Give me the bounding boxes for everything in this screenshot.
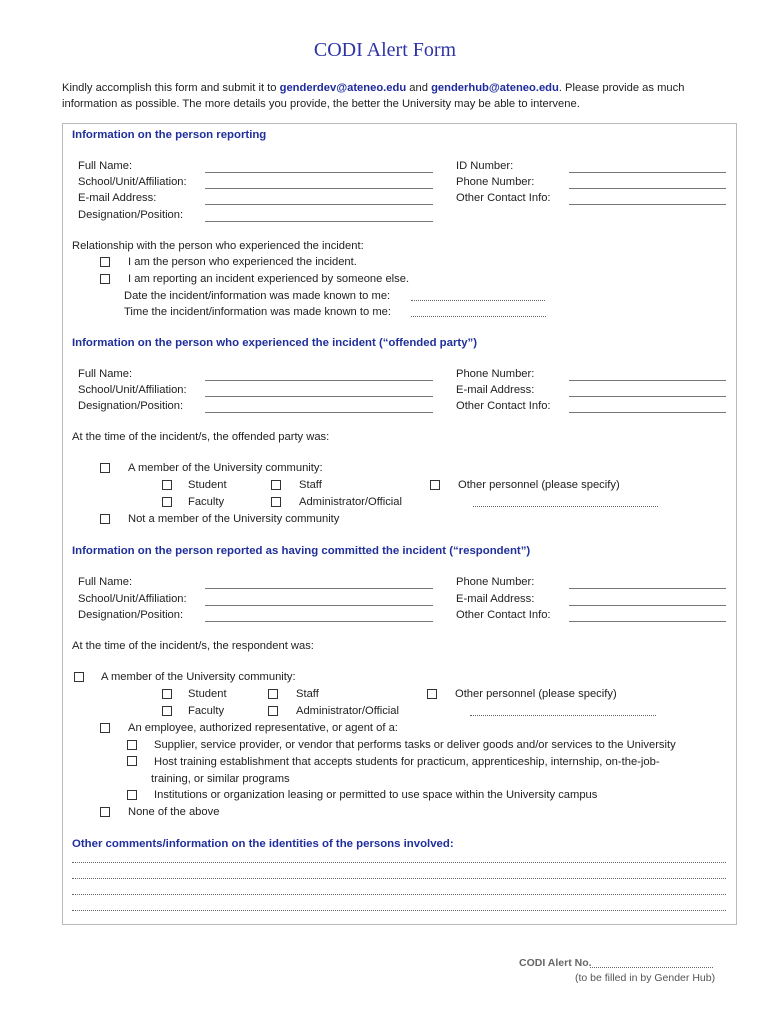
offended-designation-field[interactable] [205,412,433,413]
time-known-field[interactable] [411,316,546,317]
checkbox-self[interactable] [100,257,110,267]
checkbox-other[interactable] [100,274,110,284]
relationship-label: Relationship with the person who experienced the incident: [72,240,364,252]
opt-self-label: I am the person who experienced the incident. [128,256,357,268]
respondent-email-field[interactable] [569,605,726,606]
intro-and: and [406,82,432,94]
respondent-institutions-label: Institutions or organization leasing or permitted to use space within the University campus [154,789,598,801]
comments-line-4[interactable] [72,910,726,911]
respondent-none-label: None of the above [128,806,220,818]
offended-designation-label: Designation/Position: [78,400,184,412]
offended-status-label: At the time of the incident/s, the offended party was: [72,431,330,443]
offended-school-label: School/Unit/Affiliation: [78,384,187,396]
reporter-heading: Information on the person reporting [72,129,267,141]
respondent-school-field[interactable] [205,605,433,606]
checkbox-respondent-supplier[interactable] [127,740,137,750]
offended-phone-label: Phone Number: [456,368,535,380]
reporter-school-field[interactable] [205,188,433,189]
checkbox-respondent-staff[interactable] [268,689,278,699]
reporter-designation-field[interactable] [205,221,433,222]
checkbox-respondent-faculty[interactable] [162,706,172,716]
form-title: CODI Alert Form [313,39,457,61]
reporter-email-label: E-mail Address: [78,192,157,204]
offended-staff-label: Staff [299,479,322,491]
comments-heading: Other comments/information on the identities of the persons involved: [72,838,454,850]
reporter-full-name-label: Full Name: [78,160,133,172]
intro-text-a: Kindly accomplish this form and submit it to [62,82,280,94]
reporter-other-contact-field[interactable] [569,204,726,205]
date-known-field[interactable] [411,300,545,301]
offended-other-personnel-field[interactable] [473,506,658,507]
checkbox-respondent-student[interactable] [162,689,172,699]
checkbox-respondent-employee[interactable] [100,723,110,733]
respondent-heading: Information on the person reported as having committed the incident (“respondent”) [72,545,531,557]
respondent-other-personnel-label: Other personnel (please specify) [455,688,617,700]
respondent-host-label-2: training, or similar programs [151,773,290,785]
respondent-other-contact-label: Other Contact Info: [456,609,551,621]
checkbox-respondent-none[interactable] [100,807,110,817]
time-known-label: Time the incident/information was made known to me: [124,306,391,318]
offended-faculty-label: Faculty [188,496,225,508]
alert-no-field [590,967,713,968]
checkbox-offended-other-personnel[interactable] [430,480,440,490]
intro-text-b: . Please provide as much [558,82,685,94]
reporter-phone-label: Phone Number: [456,176,535,188]
checkbox-offended-staff[interactable] [271,480,281,490]
offended-phone-field[interactable] [569,380,726,381]
respondent-email-label: E-mail Address: [456,593,535,605]
respondent-designation-field[interactable] [205,621,433,622]
codi-alert-no [519,957,592,969]
offended-other-contact-label: Other Contact Info: [456,400,551,412]
respondent-host-label-1: Host training establishment that accepts students for practicum, apprenticeship, internship, on-the-job- [154,756,660,768]
offended-heading: Information on the person who experienced the incident (“offended party”) [72,337,478,349]
reporter-phone-field[interactable] [569,188,726,189]
offended-email-field[interactable] [569,396,726,397]
checkbox-respondent-institutions[interactable] [127,790,137,800]
respondent-phone-label: Phone Number: [456,576,535,588]
respondent-school-label: School/Unit/Affiliation: [78,593,187,605]
reporter-id-label: ID Number: [456,160,514,172]
checkbox-offended-faculty[interactable] [162,497,172,507]
opt-other-label: I am reporting an incident experienced by someone else. [128,273,410,285]
reporter-email-field[interactable] [205,204,433,205]
respondent-faculty-label: Faculty [188,705,225,717]
offended-not-member-label: Not a member of the University community [128,513,340,525]
offended-admin-label: Administrator/Official [299,496,402,508]
respondent-full-name-field[interactable] [205,588,433,589]
checkbox-offended-not-member[interactable] [100,514,110,524]
offended-member-label: A member of the University community: [128,462,323,474]
checkbox-offended-admin[interactable] [271,497,281,507]
intro-text-line2: information as possible. The more details you provide, the better the University may be able to intervene. [62,98,580,110]
comments-line-3[interactable] [72,894,726,895]
offended-other-contact-field[interactable] [569,412,726,413]
respondent-student-label: Student [188,688,227,700]
genderhub-email-link[interactable]: genderhub@ateneo.edu [431,82,559,94]
reporter-id-field[interactable] [569,172,726,173]
offended-other-personnel-label: Other personnel (please specify) [458,479,620,491]
checkbox-respondent-member[interactable] [74,672,84,682]
alert-no-note: (to be filled in by Gender Hub) [575,972,716,984]
respondent-designation-label: Designation/Position: [78,609,184,621]
respondent-staff-label: Staff [296,688,319,700]
offended-school-field[interactable] [205,396,433,397]
respondent-phone-field[interactable] [569,588,726,589]
checkbox-offended-student[interactable] [162,480,172,490]
respondent-status-label: At the time of the incident/s, the respondent was: [72,640,314,652]
checkbox-respondent-admin[interactable] [268,706,278,716]
checkbox-respondent-host[interactable] [127,756,137,766]
genderdev-email-link[interactable]: genderdev@ateneo.edu [279,82,407,94]
reporter-full-name-field[interactable] [205,172,433,173]
offended-full-name-field[interactable] [205,380,433,381]
respondent-admin-label: Administrator/Official [296,705,399,717]
comments-line-1[interactable] [72,862,726,863]
respondent-other-contact-field[interactable] [569,621,726,622]
checkbox-offended-member[interactable] [100,463,110,473]
date-known-label: Date the incident/information was made known to me: [124,290,391,302]
offended-full-name-label: Full Name: [78,368,133,380]
respondent-full-name-label: Full Name: [78,576,133,588]
intro-text [62,80,684,112]
respondent-member-label: A member of the University community: [101,671,296,683]
respondent-employee-label: An employee, authorized representative, or agent of a: [128,722,398,734]
offended-email-label: E-mail Address: [456,384,535,396]
checkbox-respondent-other-personnel[interactable] [427,689,437,699]
respondent-other-personnel-field[interactable] [470,715,656,716]
respondent-supplier-label: Supplier, service provider, or vendor that performs tasks or deliver goods and/or services to the University [154,739,676,751]
reporter-other-contact-label: Other Contact Info: [456,192,551,204]
reporter-designation-label: Designation/Position: [78,209,184,221]
offended-student-label: Student [188,479,227,491]
alert-no-label: CODI Alert No. [519,957,592,969]
comments-line-2[interactable] [72,878,726,879]
reporter-school-label: School/Unit/Affiliation: [78,176,187,188]
